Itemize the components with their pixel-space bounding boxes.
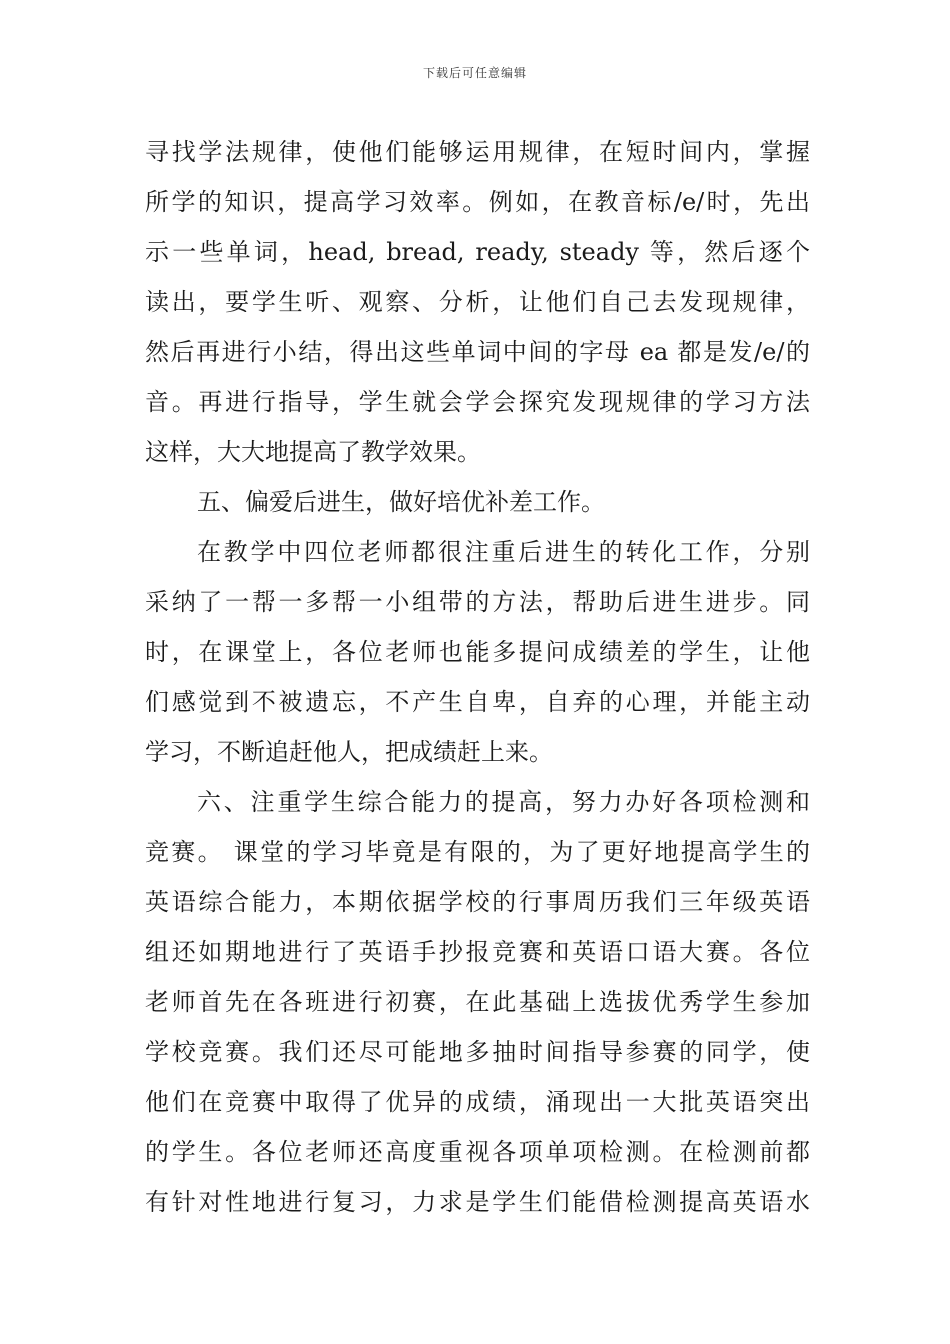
text-line: 学校竞赛。我们还尽可能地多抽时间指导参赛的同学，使 <box>145 1038 810 1066</box>
document-body <box>145 127 810 1227</box>
text-line: 组还如期地进行了英语手抄报竞赛和英语口语大赛。各位 <box>145 938 810 966</box>
text-line: 英语综合能力，本期依据学校的行事周历我们三年级英语 <box>145 888 810 916</box>
text-line: 在教学中四位老师都很注重后进生的转化工作，分别 <box>197 538 810 566</box>
text-line: 时，在课堂上，各位老师也能多提问成绩差的学生，让他 <box>145 638 810 666</box>
text-line: 们感觉到不被遗忘，不产生自卑，自弃的心理，并能主动 <box>145 688 810 716</box>
text-line: 他们在竞赛中取得了优异的成绩，涌现出一大批英语突出 <box>145 1088 810 1116</box>
text-line: 示一些单词，head, bread, ready, steady 等，然后逐个 <box>145 238 810 266</box>
text-line: 读出，要学生听、观察、分析，让他们自己去发现规律， <box>145 288 810 316</box>
section-heading: 五、偏爱后进生，做好培优补差工作。 <box>197 488 605 516</box>
text-line: 音。再进行指导，学生就会学会探究发现规律的学习方法 <box>145 388 810 416</box>
text-line: 有针对性地进行复习，力求是学生们能借检测提高英语水 <box>145 1188 810 1216</box>
page-header: 下载后可任意编辑 <box>422 66 527 80</box>
text-line: 老师首先在各班进行初赛，在此基础上选拔优秀学生参加 <box>145 988 810 1016</box>
text-line: 然后再进行小结，得出这些单词中间的字母 ea 都是发/e/的 <box>145 338 810 366</box>
text-line: 的学生。各位老师还高度重视各项单项检测。在检测前都 <box>145 1138 810 1166</box>
section-heading: 六、注重学生综合能力的提高，努力办好各项检测和 <box>197 788 810 816</box>
text-line: 所学的知识，提高学习效率。例如，在教音标/e/时，先出 <box>145 188 810 216</box>
text-line: 这样，大大地提高了教学效果。 <box>145 438 481 466</box>
text-line: 寻找学法规律，使他们能够运用规律，在短时间内，掌握 <box>145 138 810 166</box>
text-line: 学习，不断追赶他人，把成绩赶上来。 <box>145 738 553 766</box>
text-line: 采纳了一帮一多帮一小组带的方法，帮助后进生进步。同 <box>145 588 810 616</box>
text-line: 竞赛。 课堂的学习毕竟是有限的，为了更好地提高学生的 <box>145 838 810 866</box>
